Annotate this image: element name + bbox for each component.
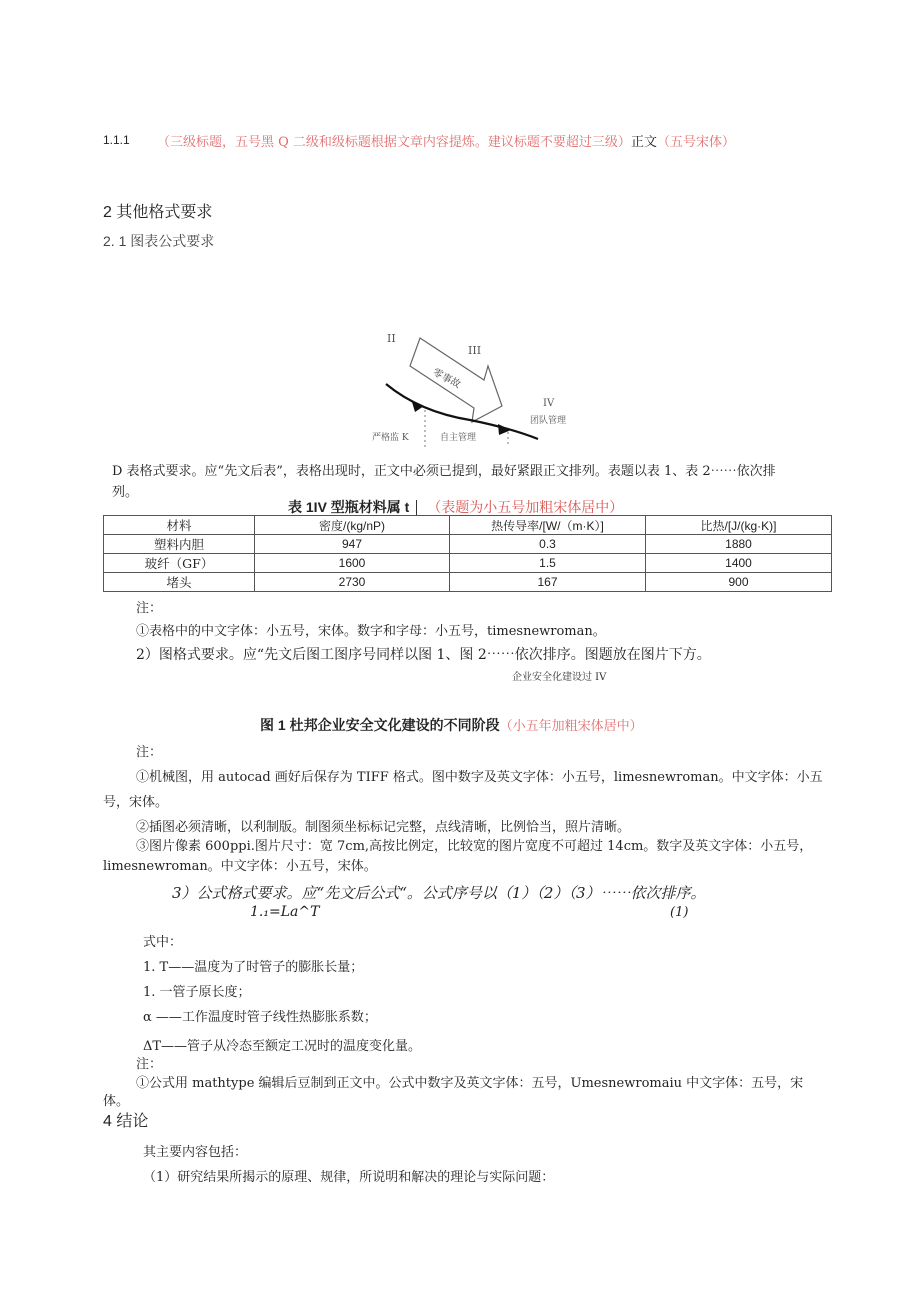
- table-cell: 堵头: [104, 573, 255, 592]
- formula-where-label: 式中：: [143, 935, 183, 950]
- conclusion-intro: 其主要内容包括：: [143, 1145, 248, 1160]
- heading-number: 1.1.1: [103, 133, 130, 147]
- figure-note-3-line-2: limesnewroman。中文字体：小五号，宋体。: [103, 859, 377, 874]
- figure-note-1-line-2: 号，宋体。: [103, 795, 169, 810]
- stage-iv-label: IV: [543, 398, 555, 409]
- table-cell: 1600: [255, 554, 450, 573]
- table-row: [104, 554, 832, 573]
- figure-caption: [260, 715, 643, 735]
- section-4-title: 4 结论: [103, 1113, 149, 1130]
- zero-accident-label: 零事故: [430, 366, 463, 391]
- heading-hint: （三级标题，五号黑 Q 二级和级标题根据文章内容提炼。建议标题不要超过三级）: [157, 135, 631, 150]
- table-note-label: 注：: [136, 601, 163, 616]
- table-cell: 1400: [646, 554, 832, 573]
- table-cell: 玻纤（GF）: [104, 554, 255, 573]
- figure-caption-title: 图 1 杜邦企业安全文化建设的不同阶段: [260, 717, 500, 733]
- table-header-cell: 比热/[J/(kg·K)]: [646, 516, 832, 535]
- formula-note-label: 注：: [136, 1057, 163, 1072]
- materials-table: [103, 515, 832, 592]
- table-header-cell: 材料: [104, 516, 255, 535]
- section-2-1-title: 2. 1 图表公式要求: [103, 233, 215, 249]
- self-management-label: 自主管理: [440, 433, 477, 443]
- table-cell: 塑料内胆: [104, 535, 255, 554]
- formula: 1.₁=La^T: [250, 904, 320, 920]
- formula-number: (1): [670, 905, 689, 920]
- stage-ii-label: II: [387, 332, 396, 345]
- figure-intro: 2）图格式要求。应“先文后图工图序号同样以图 1、图 2⋯⋯依次排序。图题放在图片下方。: [136, 647, 711, 663]
- table-note-1: ①表格中的中文字体：小五号，宋体。数字和字母：小五号，timesnewroman。: [136, 624, 606, 639]
- table-cell: 900: [646, 573, 832, 592]
- formula-def: ΔT——管子从冷态至额定工况时的温度变化量。: [143, 1039, 422, 1054]
- table-caption: [288, 497, 623, 517]
- table-header-row: [104, 516, 832, 535]
- figure-note-label: 注：: [136, 745, 163, 760]
- formula-note-1-line-2: 体。: [103, 1094, 130, 1109]
- figure-caption-hint: （小五年加粗宋体居中）: [499, 719, 643, 734]
- table-cell: 1.5: [450, 554, 646, 573]
- table-cell: 0.3: [450, 535, 646, 554]
- table-cell: 2730: [255, 573, 450, 592]
- table-cell: 1880: [646, 535, 832, 554]
- formula-def: α ——工作温度时管子线性热膨胀系数；: [143, 1010, 377, 1025]
- formula-intro: 3）公式格式要求。应“先文后公式“。公式序号以（1）（2）（3）⋯⋯依次排序。: [172, 884, 706, 902]
- table-intro-line-2: 列。: [112, 485, 139, 500]
- heading-line: [157, 131, 735, 150]
- safety-stages-figure: [360, 322, 580, 447]
- text-cursor: [416, 500, 417, 516]
- table-row: [104, 535, 832, 554]
- figure-image-text: 企业安全化建设过 IV: [512, 672, 607, 683]
- table-row: [104, 573, 832, 592]
- table-caption-title: 表 1IV 型瓶材料属 t: [288, 499, 410, 515]
- figure-note-3-line-1: ③图片像素 600ppi.图片尺寸：宽 7cm,高按比例定，比较宽的图片宽度不可超过 14cm。数字及英文字体：小五号，: [136, 839, 813, 854]
- curve-arrowhead-2: [498, 424, 511, 435]
- table-cell: 947: [255, 535, 450, 554]
- table-caption-hint: （表题为小五号加粗宋体居中）: [427, 499, 624, 515]
- conclusion-item-1: （1）研究结果所揭示的原理、规律，所说明和解决的理论与实际问题：: [143, 1170, 555, 1185]
- formula-def: 1. T——温度为了时管子的膨胀长量；: [143, 960, 364, 975]
- body-hint: （五号宋体）: [656, 135, 735, 150]
- table-header-cell: 密度/(kg/nP): [255, 516, 450, 535]
- section-2-title: 2 其他格式要求: [103, 204, 213, 221]
- formula-note-1-line-1: ①公式用 mathtype 编辑后豆制到正文中。公式中数字及英文字体：五号，Umesnewromaiu 中文字体：五号，宋: [136, 1076, 804, 1091]
- table-cell: 167: [450, 573, 646, 592]
- strict-supervision-label: 严格监 K: [372, 433, 409, 443]
- formula-def: 1. 一管子原长度；: [143, 985, 251, 1000]
- figure-note-1-line-1: ①机械图，用 autocad 画好后保存为 TIFF 格式。图中数字及英文字体：小五号，limesnewroman。中文字体：小五: [136, 770, 823, 785]
- figure-note-2: ②插图必须清晰，以利制版。制图须坐标标记完整，点线清晰，比例恰当，照片清晰。: [136, 820, 631, 835]
- table-header-cell: 热传导率/[W/（m·K）]: [450, 516, 646, 535]
- body-label: 正文: [630, 135, 657, 150]
- team-management-label: 团队管理: [530, 416, 567, 426]
- table-intro-line-1: D 表格式要求。应“先文后表”，表格出现时，正文中必须已提到，最好紧跟正文排列。表题以表 1、表 2⋯⋯依次排: [112, 464, 776, 479]
- stage-iii-label: III: [468, 344, 482, 357]
